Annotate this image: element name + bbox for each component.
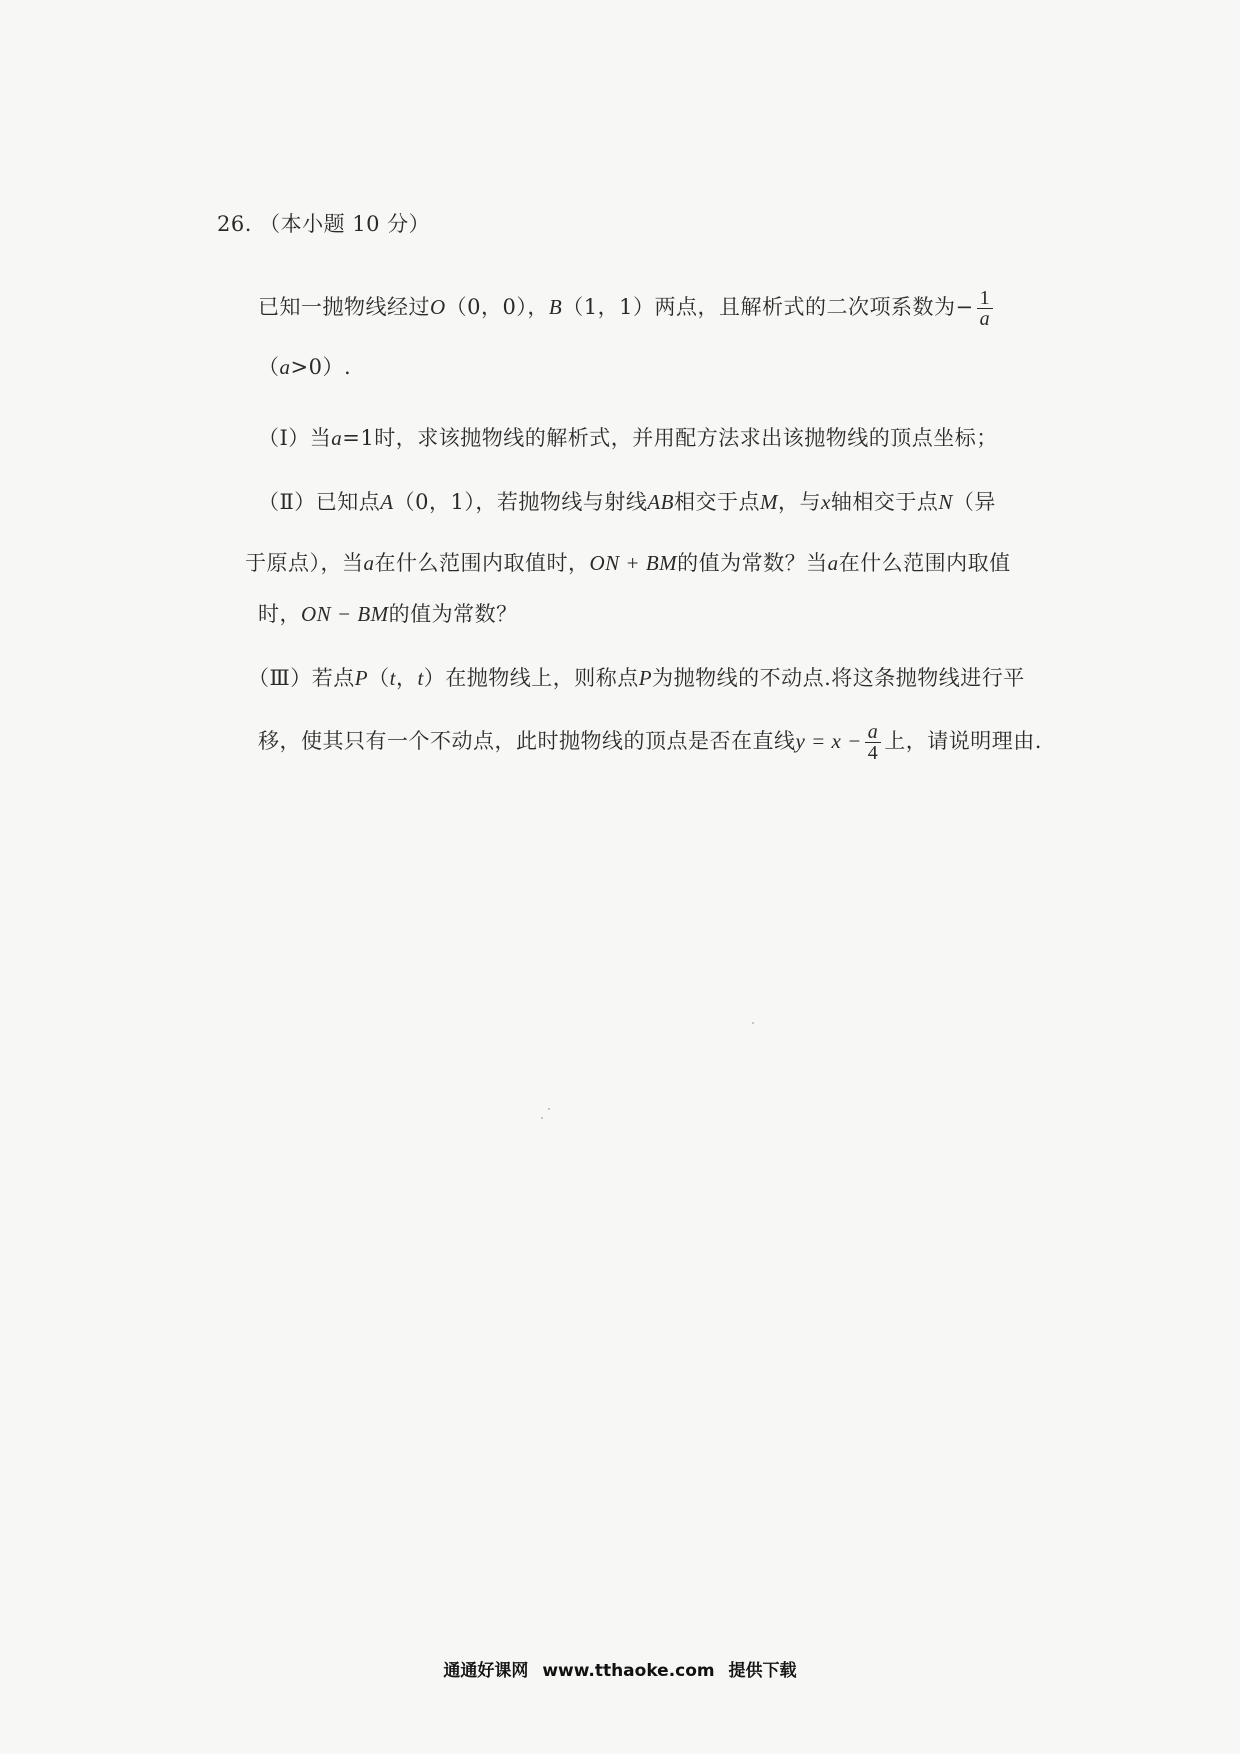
fraction-denominator: a [977, 308, 994, 329]
part2-text-11: 时， [258, 602, 301, 626]
footer-watermark: 通通好课网 www.tthaoke.com 提供下载 [443, 1661, 797, 1681]
question-condition [258, 357, 351, 378]
part2-text-2: （0，1），若抛物线与射线 [393, 490, 648, 514]
point-p: P [354, 666, 369, 690]
part1-text-1: （Ⅰ）当 [258, 426, 332, 450]
question-header: 26. （本小题 10 分） [217, 212, 431, 236]
part2-text-12: 的值为常数？ [388, 602, 518, 626]
part2-text-8: 在什么范围内取值时， [374, 551, 590, 575]
part-2-line-1 [258, 492, 996, 513]
scan-speck [541, 1117, 543, 1119]
part-3-line-2 [258, 722, 1042, 763]
part3-text-6: 移，使其只有一个不动点，此时抛物线的顶点是否在直线 [258, 729, 796, 753]
var-a: a [363, 551, 375, 575]
intro-text-3: （1，1）两点，且解析式的二次项系数为 [562, 295, 956, 319]
part1-text-2: =1时，求该抛物线的解析式，并用配方法求出该抛物线的顶点坐标； [342, 426, 998, 450]
var-a: a [827, 551, 839, 575]
fraction-denominator: 4 [865, 742, 882, 763]
var-t: t [389, 666, 396, 690]
condition-text-2: >0）. [290, 355, 352, 379]
minus-sign: − [955, 295, 974, 319]
part2-text-1: （Ⅱ）已知点 [258, 490, 381, 514]
fraction-numerator: 1 [979, 287, 991, 309]
var-a: a [331, 426, 343, 450]
part2-text-3: 相交于点 [674, 490, 760, 514]
part2-text-4: ，与 [778, 490, 821, 514]
expr-on-minus-bm: ON − BM [301, 602, 389, 626]
part2-text-7: 于原点），当 [245, 551, 364, 575]
part3-text-4: ）在抛物线上，则称点 [423, 666, 639, 690]
intro-text-2: （0，0）， [445, 295, 549, 319]
ray-ab: AB [647, 490, 674, 514]
fraction-numerator: a [867, 721, 879, 743]
var-t: t [417, 666, 424, 690]
part3-text-1: （Ⅲ）若点 [248, 666, 355, 690]
line-equation: y = x − [795, 729, 862, 753]
part3-text-2: （ [368, 666, 390, 690]
part2-text-10: 在什么范围内取值 [838, 551, 1011, 575]
scan-speck [548, 1108, 550, 1110]
part3-text-7: 上，请说明理由. [884, 729, 1042, 753]
expr-on-plus-bm: ON + BM [589, 551, 678, 575]
intro-text-1: 已知一抛物线经过 [258, 295, 430, 319]
point-p: P [638, 666, 653, 690]
point-o: O [430, 295, 446, 319]
point-a: A [380, 490, 394, 514]
coefficient-fraction [977, 288, 994, 329]
point-b: B [548, 295, 563, 319]
part-1 [258, 428, 998, 449]
point-n: N [938, 490, 953, 514]
a-over-4-fraction [865, 722, 882, 763]
part3-text-5: 为抛物线的不动点.将这条抛物线进行平 [652, 666, 1025, 690]
part2-text-5: 轴相交于点 [830, 490, 939, 514]
part-3-line-1 [248, 668, 1025, 689]
part2-text-6: （异 [952, 490, 996, 514]
point-m: M [760, 490, 778, 514]
condition-text-1: （ [258, 355, 280, 379]
part2-text-9: 的值为常数？当 [677, 551, 828, 575]
part-2-line-3 [258, 604, 518, 625]
question-intro [258, 288, 996, 329]
var-a: a [279, 355, 291, 379]
var-x: x [821, 490, 831, 514]
scan-speck [752, 1022, 754, 1024]
part-2-line-2 [245, 553, 1011, 574]
part3-text-3: ， [395, 666, 418, 690]
